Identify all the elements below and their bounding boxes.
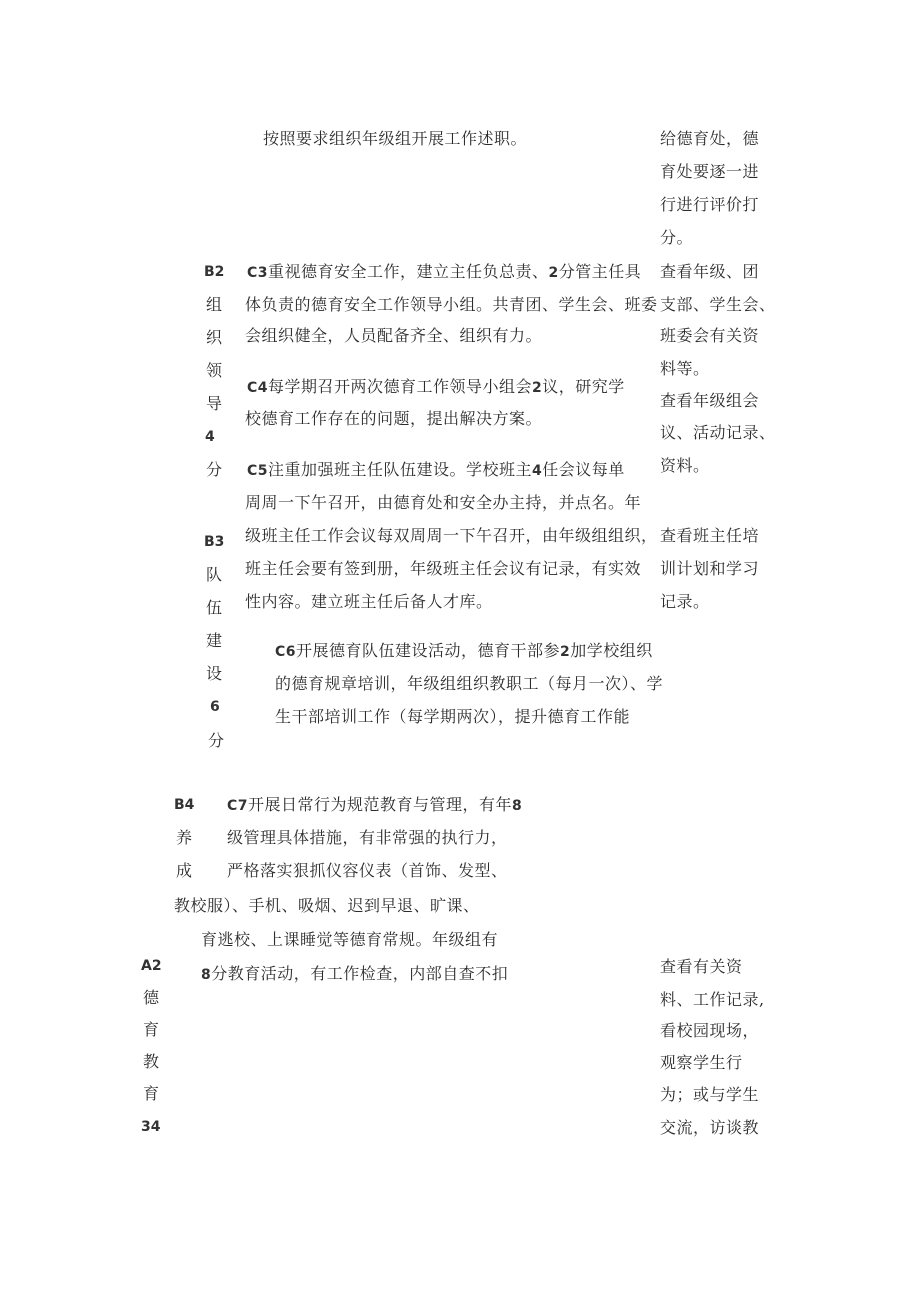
a2-name-char: 教: [143, 1052, 160, 1071]
c3-code: C3: [247, 265, 269, 281]
c6-text-line: C6开展德育队伍建设活动，德育干部参2加学校组织: [275, 641, 653, 660]
b4-name-char: 教: [174, 896, 191, 915]
b3-name-char: 设: [206, 664, 223, 683]
c7-code: C7: [227, 798, 249, 814]
a2-name-char: 育: [143, 1084, 160, 1103]
b2-name-char: 组: [206, 295, 223, 314]
c6-code: C6: [275, 644, 297, 660]
a2-name-char: 德: [143, 988, 160, 1007]
c2-text-line: 按照要求组织年级组开展工作述职。: [263, 129, 528, 148]
c5-method-line: 训计划和学习: [660, 559, 760, 578]
c5-text-line: C5注重加强班主任队伍建设。学校班主4任会议每单: [247, 460, 625, 479]
c5-text-line: 班主任会要有签到册，年级班主任会议有记录，有实效: [245, 559, 642, 578]
c3-text-line: 体负责的德育安全工作领导小组。共青团、学生会、班委: [245, 295, 658, 314]
c3-method-line: 查看年级、团: [660, 262, 760, 281]
c3-method-line: 支部、学生会、: [660, 295, 776, 314]
c7-text-line: 育逃校、上课睡觉等德育常规。年级组有: [201, 930, 499, 949]
b4-unit: 分: [211, 964, 228, 983]
c7-method-line: 交流，访谈教: [660, 1118, 760, 1137]
c4-score: 2: [532, 380, 543, 396]
c7-method-line: 料、工作记录,: [660, 990, 765, 1009]
c3-method-line: 班委会有关资: [660, 326, 760, 345]
c3-score: 2: [548, 265, 559, 281]
c5-text-line: 性内容。建立班主任后备人才库。: [245, 592, 493, 611]
c4-text-line: C4每学期召开两次德育工作领导小组会2议，研究学: [247, 377, 625, 396]
b3-name-char: 建: [206, 631, 223, 650]
c4-method-line: 议、活动记录、: [660, 423, 776, 442]
c5-text-line: 级班主任工作会议每双周周一下午召开，由年级组组织，: [245, 526, 658, 545]
b4-code: B4: [174, 797, 195, 813]
c4-code: C4: [247, 380, 269, 396]
c7-score: 8: [512, 798, 523, 814]
b2-name-char: 导: [206, 394, 223, 413]
c6-score: 2: [560, 644, 571, 660]
c6-text-line: 的德育规章培训，年级组组织教职工（每月一次）、学: [275, 674, 664, 693]
c3-text-line: 会组织健全，人员配备齐全、组织有力。: [245, 326, 543, 345]
c5-text-line: 周周一下午召开，由德育处和安全办主持，并点名。年: [245, 493, 642, 512]
b4-name-char: 育: [201, 930, 218, 949]
b2-code: B2: [204, 264, 225, 280]
b4-score: 8: [201, 967, 212, 983]
a2-code: A2: [141, 958, 162, 974]
b3-score: 6: [210, 699, 220, 715]
b4-name-char: 成: [176, 861, 193, 880]
b4-name-char: 养: [176, 828, 193, 847]
c3-method-line: 料等。: [660, 359, 710, 378]
c2-method-line: 育处要逐一进: [660, 162, 760, 181]
c5-code: C5: [247, 463, 269, 479]
c6-text-line: 生干部培训工作（每学期两次），提升德育工作能: [275, 707, 631, 726]
c2-method-line: 行进行评价打: [660, 195, 760, 214]
c2-method-line: 给德育处，德: [660, 129, 760, 148]
c5-score: 4: [532, 463, 543, 479]
c7-method-line: 看校园现场，: [660, 1021, 760, 1040]
c5-method-line: 查看班主任培: [660, 526, 760, 545]
b3-name-char: 队: [206, 565, 223, 584]
b3-name-char: 伍: [206, 598, 223, 617]
c7-text-line: 级管理具体措施，有非常强的执行力，: [227, 828, 508, 847]
b2-name-char: 织: [206, 328, 223, 347]
c2-method-line: 分。: [660, 228, 694, 247]
b2-score: 4: [205, 429, 215, 445]
c7-method-line: 查看有关资: [660, 957, 743, 976]
c7-text-line: C7开展日常行为规范教育与管理，有年8: [227, 795, 523, 814]
c7-method-line: 观察学生行: [660, 1053, 743, 1072]
c4-method-line: 查看年级组会: [660, 391, 760, 410]
c7-text-line: 8分教育活动，有工作检查，内部自查不扣: [201, 964, 509, 983]
c7-text-line: 教校服）、手机、吸烟、迟到早退、旷课、: [174, 896, 480, 915]
a2-score: 34: [141, 1119, 161, 1135]
c4-method-line: 资料。: [660, 456, 710, 475]
b3-code: B3: [204, 534, 225, 550]
a2-name-char: 育: [143, 1020, 160, 1039]
b2-name-char: 领: [206, 361, 223, 380]
c3-text-line: C3重视德育安全工作，建立主任负总责、2分管主任具: [247, 262, 642, 281]
b3-unit: 分: [208, 731, 225, 750]
b2-unit: 分: [206, 460, 223, 479]
c5-method-line: 记录。: [660, 592, 710, 611]
c7-method-line: 为；或与学生: [660, 1085, 760, 1104]
c4-text-line: 校德育工作存在的问题，提出解决方案。: [245, 409, 543, 428]
c7-text-line: 严格落实狠抓仪容仪表（首饰、发型、: [227, 861, 508, 880]
